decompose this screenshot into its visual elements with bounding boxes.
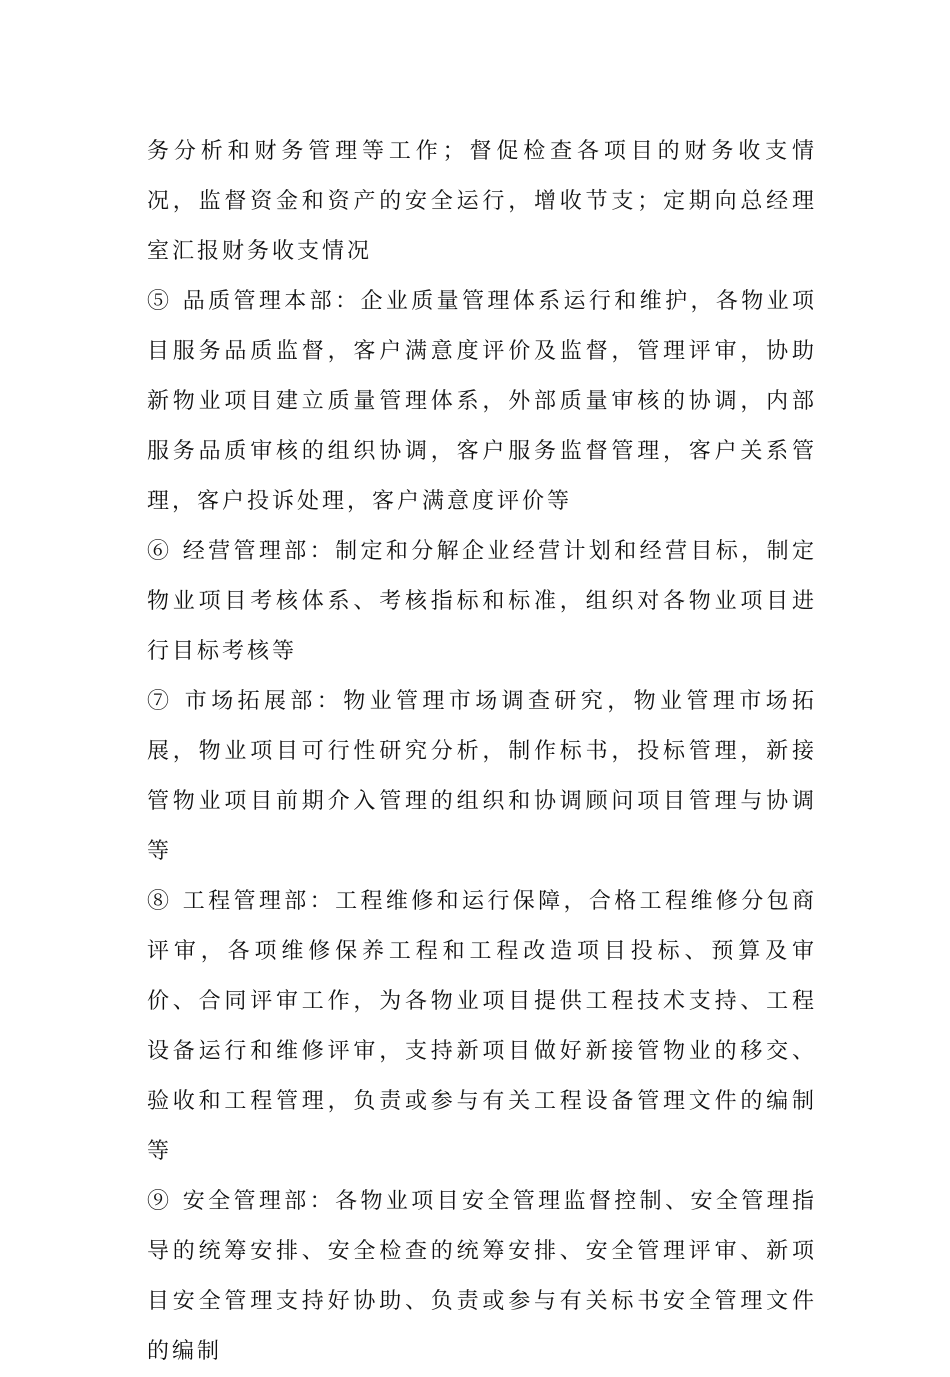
paragraph-operations-management: ⑥ 经营管理部：制定和分解企业经营计划和经营目标，制定物业项目考核体系、考核指标和标准，组织对各物业项目进行目标考核等 xyxy=(147,539,817,664)
document-body xyxy=(147,127,817,1377)
paragraph-market-development: ⑦ 市场拓展部：物业管理市场调查研究，物业管理市场拓展，物业项目可行性研究分析，制作标书，投标管理，新接管物业项目前期介入管理的组织和协调顾问项目管理与协调等 xyxy=(147,689,817,864)
paragraph-quality-management: ⑤ 品质管理本部：企业质量管理体系运行和维护，各物业项目服务品质监督，客户满意度评价及监督，管理评审，协助新物业项目建立质量管理体系，外部质量审核的协调，内部服务品质审核的组织协调，客户服务监督管理，客户关系管理，客户投诉处理，客户满意度评价等 xyxy=(147,289,817,514)
paragraph-finance-continuation: 务分析和财务管理等工作；督促检查各项目的财务收支情况，监督资金和资产的安全运行，增收节支；定期向总经理室汇报财务收支情况 xyxy=(147,139,817,264)
paragraph-safety-management: ⑨ 安全管理部：各物业项目安全管理监督控制、安全管理指导的统筹安排、安全检查的统筹安排、安全管理评审、新项目安全管理支持好协助、负责或参与有关标书安全管理文件的编制 xyxy=(147,1189,817,1364)
paragraph-engineering-management: ⑧ 工程管理部：工程维修和运行保障，合格工程维修分包商评审，各项维修保养工程和工程改造项目投标、预算及审价、合同评审工作，为各物业项目提供工程技术支持、工程设备运行和维修评审，支持新项目做好新接管物业的移交、验收和工程管理，负责或参与有关工程设备管理文件的编制等 xyxy=(147,889,817,1164)
